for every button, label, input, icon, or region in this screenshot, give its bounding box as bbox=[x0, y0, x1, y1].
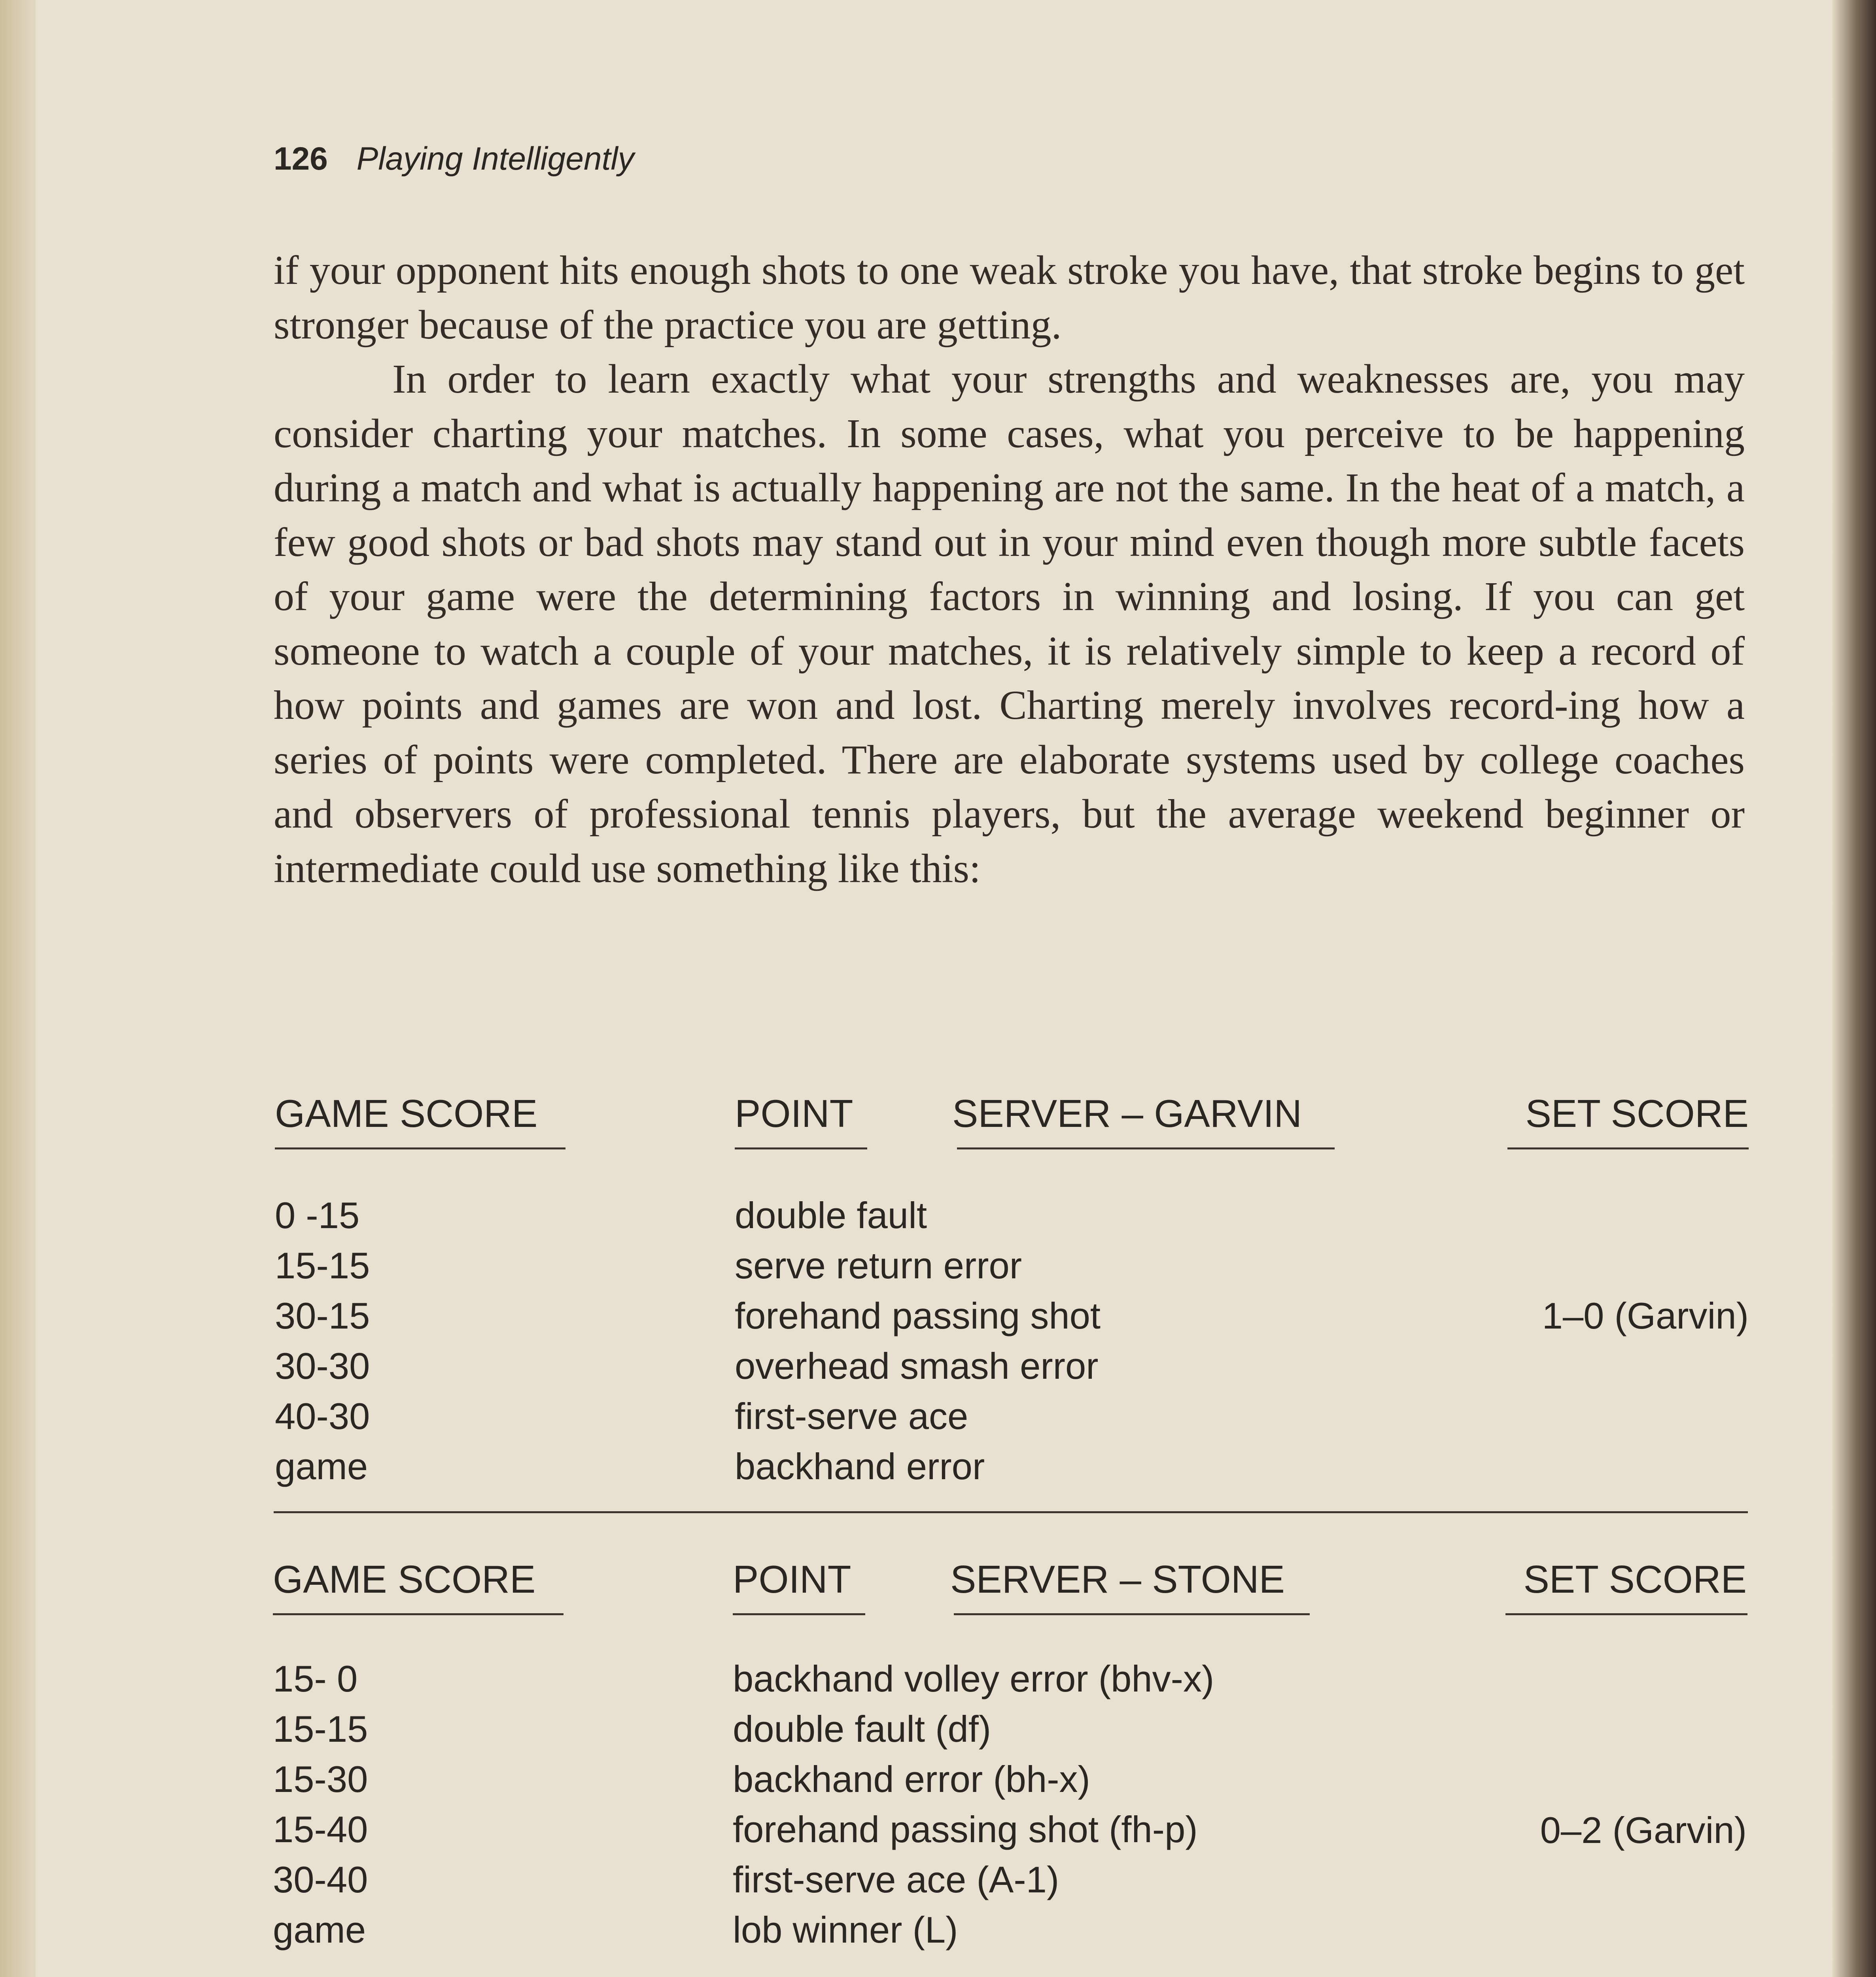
game-score-cell: 15-40 bbox=[273, 1809, 368, 1850]
page-number: 126 bbox=[274, 141, 328, 177]
point-cell: serve return error bbox=[735, 1245, 1022, 1286]
point-cell: double fault (df) bbox=[733, 1708, 991, 1750]
game-score-cell: 15-30 bbox=[273, 1758, 368, 1800]
set-score-value: 0–2 (Garvin) bbox=[1540, 1809, 1747, 1851]
game-score-header: GAME SCORE bbox=[273, 1557, 536, 1601]
point-cell: first-serve ace (A-1) bbox=[733, 1859, 1059, 1900]
game-score-cell: 30-40 bbox=[273, 1859, 368, 1900]
point-cell: backhand error bbox=[735, 1446, 985, 1487]
game-score-cell: game bbox=[273, 1909, 366, 1951]
game-score-cell: 30-30 bbox=[275, 1345, 370, 1387]
point-header: POINT bbox=[733, 1557, 851, 1601]
game-score-cell: 0 -15 bbox=[275, 1195, 360, 1236]
header-underline bbox=[954, 1613, 1310, 1615]
server-header: SERVER – STONE bbox=[950, 1557, 1285, 1601]
game-score-cell: 15-15 bbox=[275, 1245, 370, 1286]
point-header: POINT bbox=[735, 1092, 853, 1135]
header-underline bbox=[735, 1147, 867, 1149]
paragraph: In order to learn exactly what your strengths and weaknesses are, you may consider charting your matches. In some cases, what you perceive to be happening during a match and what is actually happening are not the same. In the heat of a match, a few good shots or bad shots may stand out in your mind even though more subtle facets of your game were the determining factors in winning and losing. If you can get someone to watch a couple of your matches, it is relatively simple to keep a record of how points and games are won and lost. Charting merely involves record-ing how a series of points were completed. There are elaborate systems used by college coaches and observers of professional tennis players, but the average weekend beginner or intermediate could use something like this: bbox=[274, 356, 1745, 891]
body-text bbox=[274, 243, 1745, 896]
header-underline bbox=[1505, 1613, 1747, 1615]
running-header bbox=[274, 140, 634, 178]
game-score-cell: game bbox=[275, 1446, 368, 1487]
point-cell: lob winner (L) bbox=[733, 1909, 958, 1951]
game-score-header: GAME SCORE bbox=[275, 1092, 538, 1135]
chapter-title: Playing Intelligently bbox=[356, 141, 634, 177]
point-cell: first-serve ace bbox=[735, 1395, 968, 1437]
header-underline bbox=[733, 1613, 865, 1615]
game-score-cell: 15- 0 bbox=[273, 1658, 358, 1699]
game-score-cell: 40-30 bbox=[275, 1395, 370, 1437]
server-header: SERVER – GARVIN bbox=[952, 1092, 1302, 1135]
point-cell: overhead smash error bbox=[735, 1345, 1099, 1387]
point-cell: backhand error (bh-x) bbox=[733, 1758, 1090, 1800]
chart-divider bbox=[274, 1511, 1748, 1513]
header-underline bbox=[275, 1147, 565, 1149]
paragraph: if your opponent hits enough shots to one weak stroke you have, that stroke begins to get stronger because of the practice you are getting. bbox=[274, 248, 1745, 348]
point-cell: backhand volley error (bhv-x) bbox=[733, 1658, 1214, 1699]
set-score-header: SET SCORE bbox=[1525, 1092, 1749, 1135]
set-score-header: SET SCORE bbox=[1523, 1557, 1747, 1601]
game-score-cell: 15-15 bbox=[273, 1708, 368, 1750]
page-edge-left bbox=[0, 0, 36, 1977]
header-underline bbox=[273, 1613, 564, 1615]
header-underline bbox=[1507, 1147, 1749, 1149]
set-score-value: 1–0 (Garvin) bbox=[1542, 1295, 1749, 1336]
book-spine-edge bbox=[1833, 0, 1876, 1977]
header-underline bbox=[957, 1147, 1335, 1149]
point-cell: double fault bbox=[735, 1195, 927, 1236]
point-cell: forehand passing shot (fh-p) bbox=[733, 1809, 1198, 1850]
point-cell: forehand passing shot bbox=[735, 1295, 1101, 1336]
game-score-cell: 30-15 bbox=[275, 1295, 370, 1336]
